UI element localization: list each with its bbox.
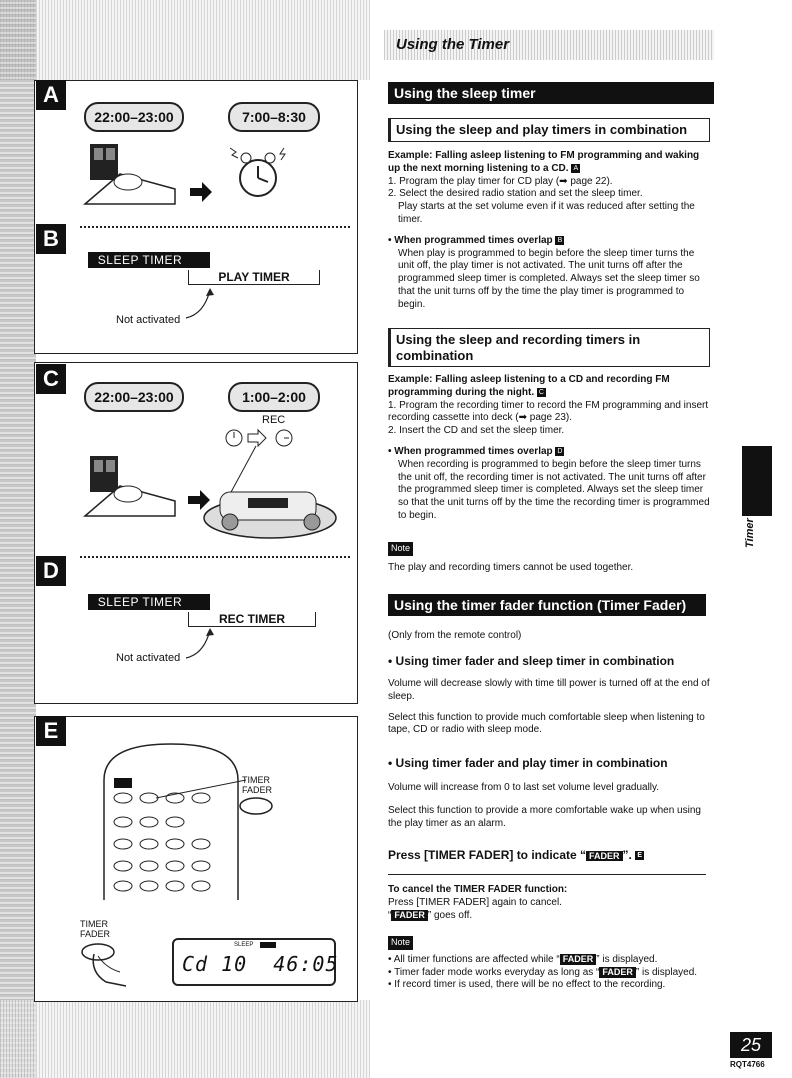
page-header-title: Using the Timer — [396, 36, 510, 53]
note-fader: Note • All timer functions are affected while “ FADER ” is displayed. • Timer fader mode works everyday as long as “ FADER ” is displayed. • If record timer is used, there will be no effect to the recording. — [388, 937, 698, 991]
fader-indicator-icon: FADER — [560, 954, 597, 966]
fader-sleep-content: Volume will decrease slowly with time till power is turned off at the end of sleep. Select this function to provide much comfortable sleep when listening to tape, CD or radio with sleep mode. — [388, 678, 710, 736]
divider-line — [388, 874, 706, 875]
rec-label: REC — [262, 414, 286, 426]
panel-letter-e: E — [36, 716, 66, 746]
rec-time-pill-c: 1:00–2:00 — [228, 382, 320, 412]
side-tab-label: Timer — [744, 518, 756, 548]
sleeping-to-alarm-illustration — [80, 134, 340, 214]
sleep-time-pill-c: 22:00–23:00 — [84, 382, 184, 412]
note-badge: Note — [388, 936, 413, 950]
subhead-sleep-play: Using the sleep and play timers in combination — [388, 118, 710, 142]
section-title-timer-fader: Using the timer fader function (Timer Fader) — [388, 594, 706, 616]
subhead-sleep-recording: Using the sleep and recording timers in combination — [388, 328, 710, 367]
not-activated-label-b: Not activated — [116, 314, 181, 326]
pointer-arrow-b — [184, 286, 224, 322]
sleep-timer-bar-d: SLEEP TIMER — [88, 594, 210, 610]
play-timer-box: PLAY TIMER — [188, 270, 320, 285]
side-grain-texture — [0, 0, 36, 1078]
lcd-display — [172, 938, 339, 986]
sleep-time-pill-a: 22:00–23:00 — [84, 102, 184, 132]
sleep-recording-content: Example: Falling asleep listening to a CD and recording FM programming during the night. C 1. Program the recording timer to record the FM programming and insert recording cassette into deck (➡ page 23). 2. Insert the CD and set the sleep timer. • When programmed times overlap D When recording is programmed to begin before the sleep timer turns the unit off, the recording timer is not activated. The unit turns off after the programmed sleep timer is completed. Always set the sleep timer so that the unit turns off by the time the recording timer is programmed to begin. — [388, 374, 710, 521]
note-timers: Note The play and recording timers cannot be used together. — [388, 543, 634, 573]
timer-fader-button-icon — [236, 794, 276, 818]
press-timer-fader-instruction: Press [TIMER FADER] to indicate “ FADER ”. E — [388, 848, 644, 862]
bottom-grain-texture — [0, 1000, 370, 1078]
panel-letter-d: D — [36, 556, 66, 586]
sleeping-to-recorder-illustration — [80, 426, 340, 546]
fader-indicator-icon: FADER — [391, 910, 428, 922]
not-activated-label-d: Not activated — [116, 652, 181, 664]
top-grain-texture — [0, 0, 370, 80]
fader-only-remote: (Only from the remote control) — [388, 630, 522, 641]
left-illustration-column — [0, 0, 360, 1078]
rec-timer-box: REC TIMER — [188, 612, 316, 627]
lcd-readout: Cd 10 46:05 — [182, 952, 339, 976]
fader-indicator-icon: FADER — [599, 967, 636, 979]
pointer-arrow-d — [184, 626, 224, 662]
document-code: RQT4766 — [730, 1060, 765, 1069]
fader-indicator-icon: FADER — [586, 851, 623, 861]
finger-press-icon — [76, 942, 136, 992]
section-title-sleep-timer: Using the sleep timer — [388, 82, 714, 104]
subhead-fader-play: • Using timer fader and play timer in combination — [388, 756, 668, 770]
panel-letter-b: B — [36, 224, 66, 254]
cancel-section: To cancel the TIMER FADER function: Press [TIMER FADER] again to cancel. “ FADER ” goes off. — [388, 884, 568, 921]
lcd-sleep-indicator: SLEEP — [234, 942, 254, 948]
panel-letter-c: C — [36, 364, 66, 394]
dotted-divider-d — [80, 556, 350, 558]
side-tab-marker — [742, 446, 772, 516]
note-badge: Note — [388, 542, 413, 556]
subhead-fader-sleep: • Using timer fader and sleep timer in combination — [388, 654, 675, 668]
panel-letter-a: A — [36, 80, 66, 110]
timer-fader-label-bottom: TIMER FADER — [80, 919, 111, 939]
page-number: 25 — [730, 1032, 772, 1058]
sleep-play-content: Example: Falling asleep listening to FM programming and waking up the next morning listening to a CD. A 1. Program the play timer for CD play (➡ page 22). 2. Select the desired radio station and set the sleep timer. Play starts at the set volume even if it was reduced after setting the timer. • When programmed times overlap B When play is programmed to begin before the sleep timer turns the unit off, the play timer is not activated. The unit turns off after the programmed sleep timer is completed. Always set the sleep timer so that the unit turns off by the time the play timer is programmed to begin. — [388, 150, 700, 310]
lcd-fader-indicator — [260, 942, 276, 948]
sleep-timer-bar-b: SLEEP TIMER — [88, 252, 210, 268]
play-time-pill-a: 7:00–8:30 — [228, 102, 320, 132]
fader-play-content: Volume will increase from 0 to last set volume level gradually. Select this function to provide a more comfortable wake up when using the play timer as an alarm. — [388, 782, 701, 829]
dotted-divider-b — [80, 226, 350, 228]
remote-control-illustration — [96, 740, 246, 910]
timer-fader-label-top: TIMER FADER — [242, 775, 273, 795]
